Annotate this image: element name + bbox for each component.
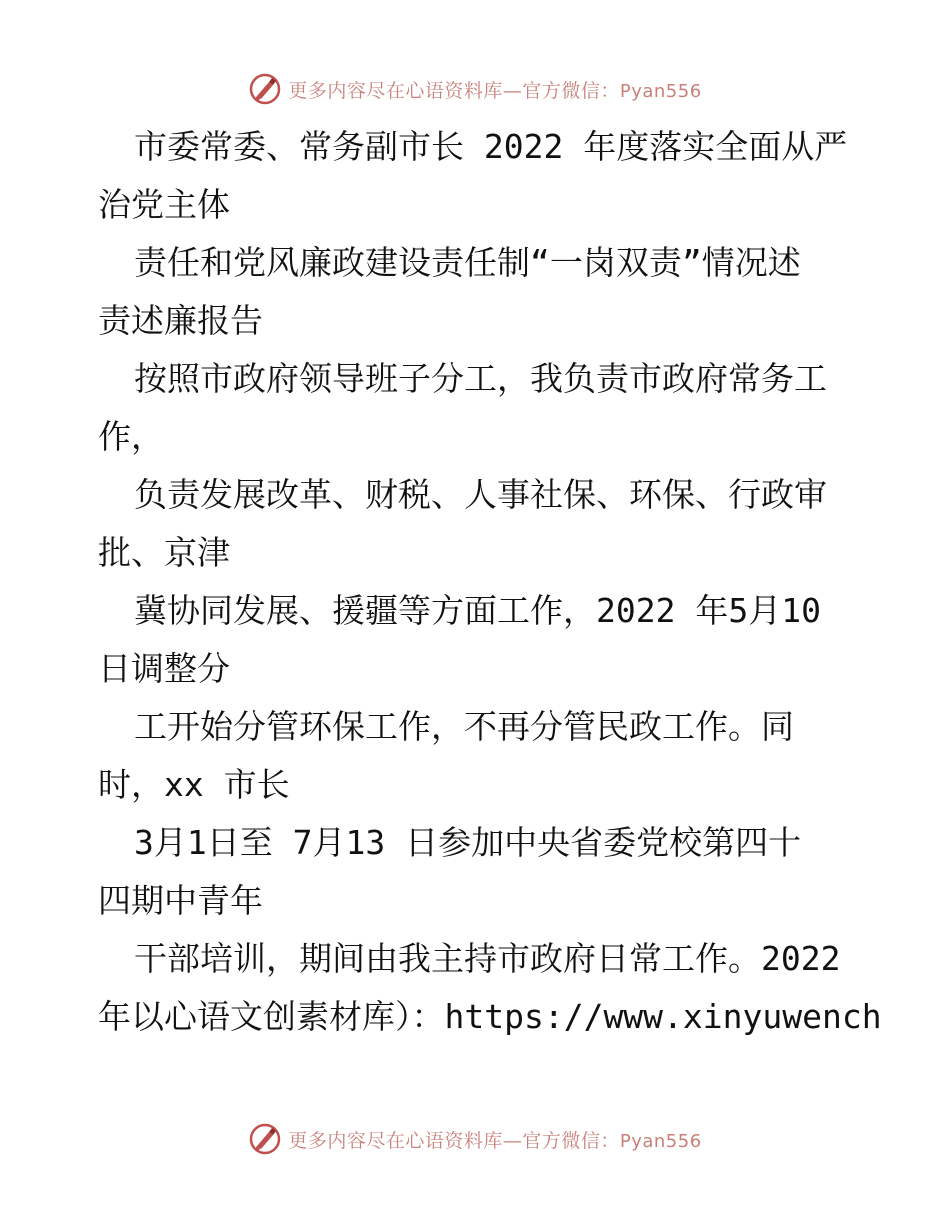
document-body bbox=[98, 118, 882, 1046]
wechat-id: Pyan556 bbox=[619, 1130, 702, 1152]
header-watermark bbox=[0, 72, 950, 106]
paragraph-line: 工开始分管环保工作，不再分管民政工作。同 bbox=[134, 707, 794, 746]
paragraph-line: 治党主体 bbox=[98, 185, 230, 224]
paragraph-line: 3月1日至 7月13 日参加中央省委党校第四十 bbox=[134, 823, 802, 862]
paragraph-line: 时，xx 市长 bbox=[98, 765, 290, 804]
pen-logo-icon bbox=[248, 1122, 282, 1156]
paragraph-line: 冀协同发展、援疆等方面工作，2022 年5月10 bbox=[134, 591, 821, 630]
paragraph-line: 作， bbox=[98, 417, 164, 456]
paragraph-line: 按照市政府领导班子分工，我负责市政府常务工 bbox=[134, 359, 827, 398]
paragraph-line: 市委常委、常务副市长 2022 年度落实全面从严 bbox=[134, 127, 848, 166]
pen-logo-icon bbox=[248, 72, 282, 106]
paragraph-line: 责述廉报告 bbox=[98, 301, 263, 340]
paragraph-line: 责任和党风廉政建设责任制“一岗双责”情况述 bbox=[134, 243, 801, 282]
paragraph-line: 年以心语文创素材库）：https://www.xinyuwench bbox=[98, 997, 882, 1036]
paragraph-line: 批、京津 bbox=[98, 533, 230, 572]
paragraph-line: 日调整分 bbox=[98, 649, 230, 688]
footer-watermark bbox=[0, 1122, 950, 1156]
watermark-text: 更多内容尽在心语资料库—官方微信：Pyan556 bbox=[288, 79, 702, 102]
watermark-text: 更多内容尽在心语资料库—官方微信：Pyan556 bbox=[288, 1129, 702, 1152]
wechat-id: Pyan556 bbox=[619, 80, 702, 102]
paragraph-line: 负责发展改革、财税、人事社保、环保、行政审 bbox=[134, 475, 827, 514]
paragraph-line: 四期中青年 bbox=[98, 881, 263, 920]
paragraph-line: 干部培训，期间由我主持市政府日常工作。2022 bbox=[134, 939, 841, 978]
